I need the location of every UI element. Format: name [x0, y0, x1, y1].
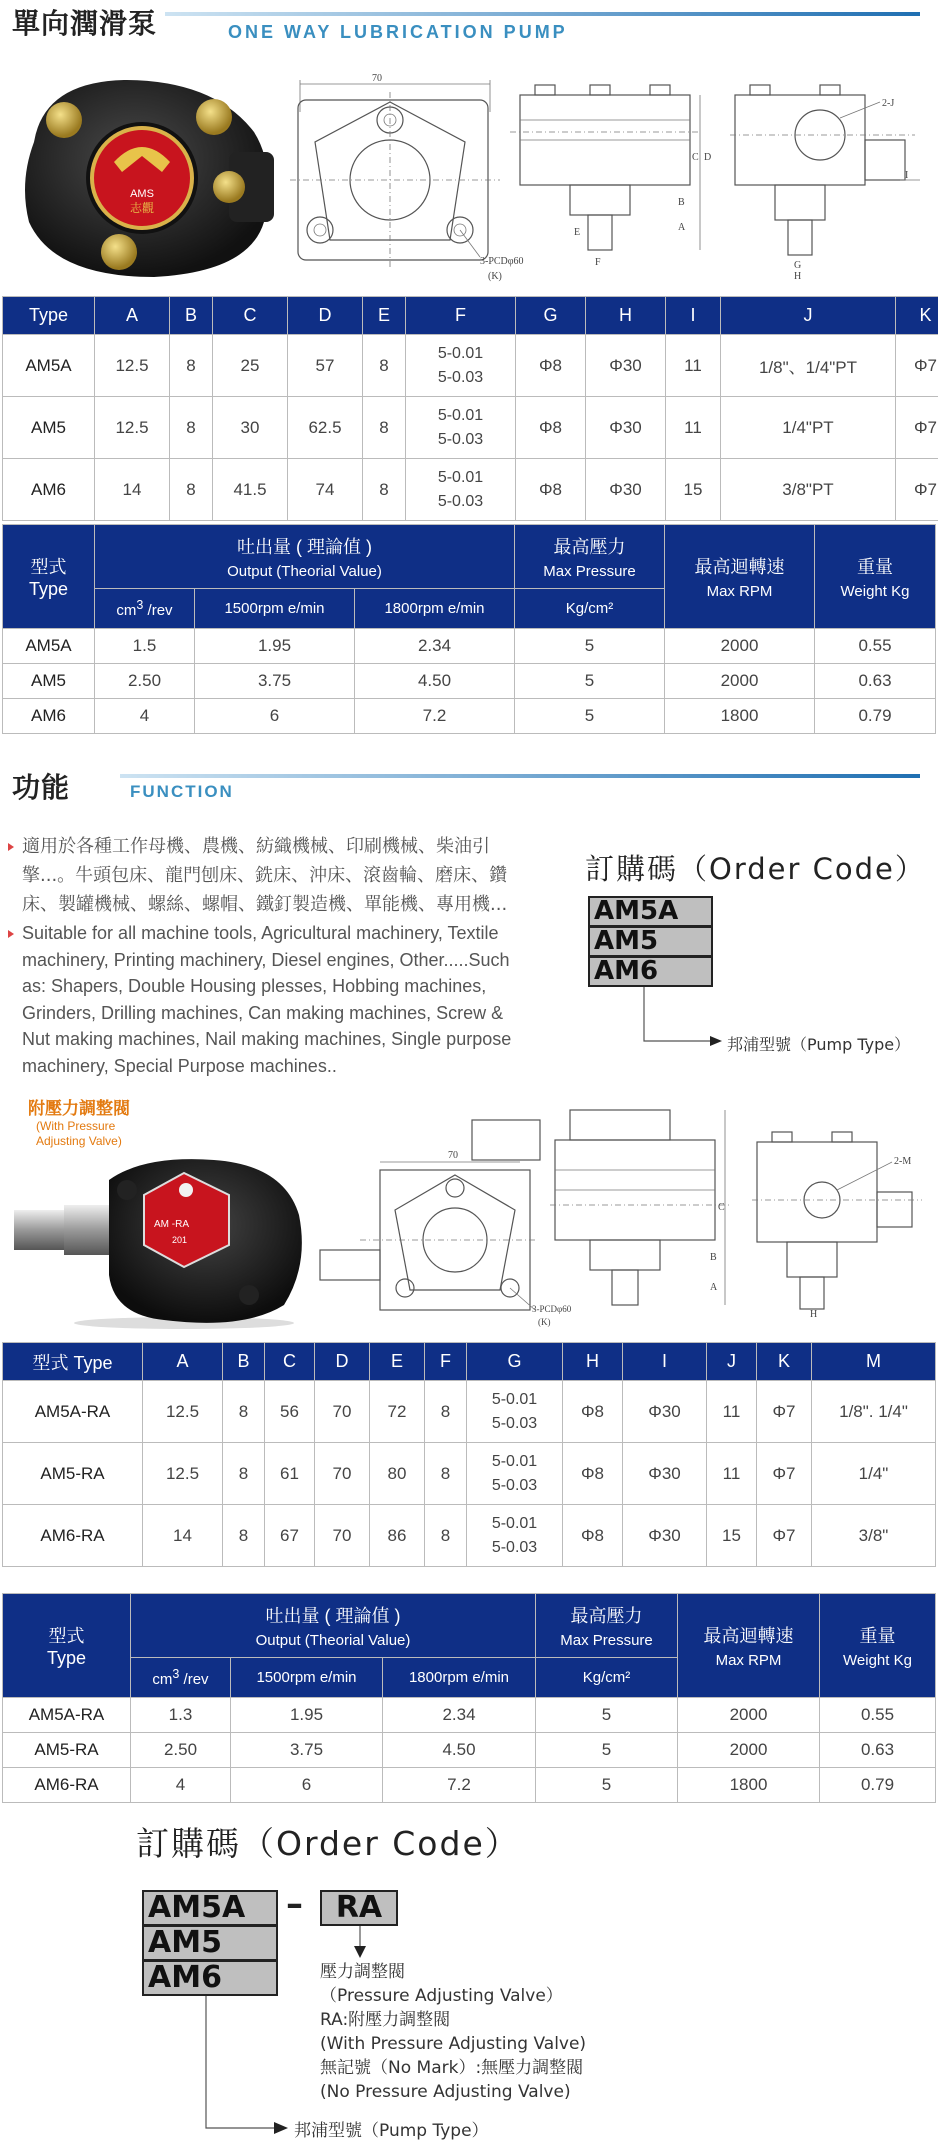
table-cell: 5 [536, 1768, 678, 1803]
table-header-row [3, 525, 936, 589]
function-line: as: Shapers, Double Housing plesses, Hobbing machines, [22, 976, 487, 996]
table-cell: 1800 [665, 699, 815, 734]
table-cell: 8 [170, 459, 213, 521]
tol-upper: 5-0.01 [491, 1390, 538, 1408]
order-code-am5a-2: AM5A [142, 1890, 278, 1926]
table-cell: 7.2 [355, 699, 515, 734]
function-text-zh [22, 832, 542, 919]
rpm-header [665, 525, 815, 629]
table-cell: 0.55 [815, 629, 936, 664]
table-cell: 8 [170, 335, 213, 397]
drawing-ra-front-view [320, 1110, 572, 1330]
sub-header-1500: 1500rpm e/min [195, 589, 355, 629]
ra-label-en [36, 1119, 122, 1149]
pump-ra-logo-num: 201 [172, 1235, 188, 1245]
drawing-front-view [290, 72, 524, 282]
valve-note-line: 壓力調整閥 [320, 1962, 405, 1982]
valve-note-line: (With Pressure Adjusting Valve) [320, 2034, 587, 2054]
table-cell: Φ30 [623, 1505, 707, 1567]
sub-header-kg: Kg/cm² [515, 589, 665, 629]
tol-upper: 5-0.01 [491, 1514, 538, 1532]
table-row [3, 397, 938, 459]
table-cell-tolerance [467, 1443, 563, 1505]
table-cell: 25 [213, 335, 288, 397]
table-row [3, 459, 938, 521]
table-cell: AM6 [3, 699, 95, 734]
valve-note-line: （Pressure Adjusting Valve） [320, 1986, 563, 2006]
table-row [3, 1505, 936, 1567]
col-header: F [425, 1343, 467, 1381]
unit-cm: cm [116, 602, 137, 619]
col-header: H [586, 297, 666, 335]
type-header [3, 525, 95, 629]
pump-type-label-2: 邦浦型號（Pump Type） [294, 2121, 489, 2141]
table-cell: 8 [223, 1381, 265, 1443]
table-cell: 12.5 [95, 335, 170, 397]
table-cell: 2.50 [131, 1733, 231, 1768]
function-line: Nut making machines, Nail making machines, Single purpose [22, 1029, 512, 1049]
section-header-function [0, 766, 938, 806]
drawing-label-f: F [595, 257, 601, 268]
type-header-en: Type [46, 1648, 87, 1668]
pressure-header-zh: 最高壓力 [570, 1606, 643, 1626]
section-title-zh: 單向潤滑泵 [12, 7, 158, 40]
output-header-en: Output (Theorial Value) [255, 1632, 411, 1649]
table-cell: Φ7 [757, 1443, 812, 1505]
table-cell: 11 [707, 1443, 757, 1505]
order-code-ra: RA [320, 1890, 398, 1926]
table-cell: 3/8" [812, 1505, 936, 1567]
tol-lower: 5-0.03 [491, 1538, 538, 1556]
table-cell: AM5-RA [3, 1733, 131, 1768]
table-cell: 41.5 [213, 459, 288, 521]
col-header: C [213, 297, 288, 335]
table-cell: Φ30 [623, 1381, 707, 1443]
table-cell: 80 [370, 1443, 425, 1505]
table-cell: 72 [370, 1381, 425, 1443]
drawing-side-view [510, 80, 710, 280]
table-cell: Φ7 [757, 1381, 812, 1443]
table-cell: 14 [95, 459, 170, 521]
col-header: J [707, 1343, 757, 1381]
ra-label-zh: 附壓力調整閥 [28, 1099, 130, 1119]
table-cell: 4.50 [383, 1733, 536, 1768]
table-cell: Φ7 [896, 335, 938, 397]
table-cell: 5 [536, 1733, 678, 1768]
table-cell: 0.63 [815, 664, 936, 699]
table-cell: 8 [363, 459, 406, 521]
col-header: M [812, 1343, 936, 1381]
table-cell: 1.3 [131, 1698, 231, 1733]
tol-lower: 5-0.03 [491, 1476, 538, 1494]
table-cell: 86 [370, 1505, 425, 1567]
output-header-en: Output (Theorial Value) [227, 563, 382, 580]
table-cell: 3.75 [231, 1733, 383, 1768]
pump-ra-image [14, 1155, 314, 1330]
order-code-pump-arrow [198, 1996, 298, 2136]
table-cell: 4 [95, 699, 195, 734]
pressure-header-en: Max Pressure [543, 563, 636, 580]
function-line: machinery, Printing machinery, Diesel engines, Other.....Such [22, 949, 510, 970]
table-cell: Φ8 [563, 1381, 623, 1443]
rpm-header-zh: 最高迴轉速 [703, 1626, 794, 1646]
unit-sup: 3 [136, 598, 144, 612]
col-header: I [623, 1343, 707, 1381]
table-cell: Φ7 [896, 397, 938, 459]
drawing-end-view [730, 80, 930, 280]
table-cell: AM5 [3, 397, 95, 459]
col-header: E [363, 297, 406, 335]
rpm-header [678, 1594, 820, 1698]
drawing-label-g: G [794, 260, 802, 271]
table-cell-tolerance [467, 1505, 563, 1567]
output-header-zh: 吐出量 ( 理論值 ) [265, 1606, 401, 1626]
weight-header [820, 1594, 936, 1698]
col-header: G [516, 297, 586, 335]
col-header: B [223, 1343, 265, 1381]
type-header-zh: 型式 [48, 1626, 85, 1646]
table-cell: 8 [223, 1505, 265, 1567]
pump-logo-brand: AMS [130, 188, 154, 200]
tol-lower: 5-0.03 [437, 430, 484, 448]
table-cell-tolerance [406, 397, 516, 459]
drawing-ra-label-a: A [710, 1282, 718, 1293]
table-cell: AM5A-RA [3, 1381, 143, 1443]
col-header: K [896, 297, 938, 335]
table-cell: 4 [131, 1768, 231, 1803]
ra-label-en-line2: Adjusting Valve) [36, 1134, 122, 1148]
table-cell: 12.5 [95, 397, 170, 459]
order-code-am5a: AM5A [588, 896, 713, 927]
weight-header [815, 525, 936, 629]
sub-header-cm [95, 589, 195, 629]
pressure-header [515, 525, 665, 589]
performance-table-am-ra [2, 1593, 936, 1803]
section-title-zh: 功能 [12, 771, 71, 804]
table-cell: 12.5 [143, 1443, 223, 1505]
tol-lower: 5-0.03 [491, 1414, 538, 1432]
table-header-row [3, 1343, 936, 1381]
pump-type-label: 邦浦型號（Pump Type） [727, 1035, 911, 1054]
table-cell: 8 [425, 1381, 467, 1443]
table-cell: 70 [315, 1443, 370, 1505]
unit-rev: /rev [179, 1671, 209, 1688]
section-divider [120, 774, 920, 778]
weight-header-zh: 重量 [859, 1626, 896, 1646]
weight-header-en: Weight Kg [840, 583, 910, 600]
order-code-am5-2: AM5 [142, 1925, 278, 1961]
table-cell: 67 [265, 1505, 315, 1567]
type-header [3, 1594, 131, 1698]
table-cell: 2000 [678, 1733, 820, 1768]
drawing-k-label: (K) [488, 271, 502, 282]
drawing-label-i: I [905, 170, 909, 181]
table-header-row [3, 297, 938, 335]
table-cell: Φ30 [586, 459, 666, 521]
rpm-header-en: Max RPM [715, 1652, 782, 1669]
tol-lower: 5-0.03 [437, 492, 484, 510]
table-cell: 5 [515, 699, 665, 734]
table-cell: AM6-RA [3, 1768, 131, 1803]
table-row [3, 1443, 936, 1505]
table-cell: 1/8". 1/4" [812, 1381, 936, 1443]
tol-lower: 5-0.03 [437, 368, 484, 386]
drawing-label-h: H [794, 271, 802, 282]
table-cell-tolerance [406, 459, 516, 521]
pump-image [14, 72, 276, 282]
weight-header-en: Weight Kg [843, 1652, 912, 1669]
section-divider [165, 12, 920, 16]
tol-upper: 5-0.01 [437, 406, 484, 424]
section-title-en: FUNCTION [130, 782, 234, 801]
table-cell: 0.63 [820, 1733, 936, 1768]
col-header: J [721, 297, 896, 335]
table-cell: Φ8 [516, 397, 586, 459]
table-cell: 1.5 [95, 629, 195, 664]
table-cell: 1800 [678, 1768, 820, 1803]
table-cell: 8 [363, 335, 406, 397]
table-cell: 8 [170, 397, 213, 459]
table-cell: 2.50 [95, 664, 195, 699]
order-code-am5: AM5 [588, 926, 713, 957]
table-cell-tolerance [406, 335, 516, 397]
pressure-header-en: Max Pressure [560, 1632, 653, 1649]
unit-cm: cm [152, 1671, 173, 1688]
table-row [3, 1381, 936, 1443]
table-cell: Φ7 [896, 459, 938, 521]
col-header: A [143, 1343, 223, 1381]
drawing-ra-label-c: C [718, 1202, 725, 1213]
table-cell: 2000 [665, 664, 815, 699]
pressure-header [536, 1594, 678, 1658]
function-line: Grinders, Drilling machines, Can making machines, Screw & [22, 1002, 504, 1023]
table-cell: 8 [425, 1443, 467, 1505]
table-cell: AM5 [3, 664, 95, 699]
sub-header-1800: 1800rpm e/min [383, 1658, 536, 1698]
table-row [3, 1733, 936, 1768]
table-cell: 11 [666, 397, 721, 459]
table-cell: 2000 [665, 629, 815, 664]
order-code-dash: – [286, 1884, 303, 1924]
table-cell: 5 [536, 1698, 678, 1733]
table-cell: 70 [315, 1381, 370, 1443]
col-header: C [265, 1343, 315, 1381]
order-code-am6: AM6 [588, 956, 713, 987]
drawing-ra-label-b: B [710, 1252, 717, 1263]
drawing-dim-70: 70 [372, 73, 382, 84]
unit-rev: /rev [143, 602, 173, 619]
table-cell: 11 [666, 335, 721, 397]
table-cell: Φ8 [563, 1505, 623, 1567]
order-code-title-2: 訂購碼（Order Code） [136, 1824, 520, 1863]
valve-notes [320, 1960, 586, 2104]
table-cell: Φ30 [623, 1443, 707, 1505]
table-row [3, 629, 936, 664]
table-cell: 0.79 [820, 1768, 936, 1803]
col-header: K [757, 1343, 812, 1381]
table-cell: 8 [223, 1443, 265, 1505]
table-cell: Φ8 [516, 459, 586, 521]
drawing-label-d: D [704, 152, 712, 163]
col-header: D [288, 297, 363, 335]
section-title-en: ONE WAY LUBRICATION PUMP [228, 22, 568, 42]
drawing-ra-dim-70: 70 [448, 1150, 458, 1161]
table-cell: 5 [515, 664, 665, 699]
table-cell: 5 [515, 629, 665, 664]
table-cell: 6 [195, 699, 355, 734]
table-cell: 15 [707, 1505, 757, 1567]
table-cell: 62.5 [288, 397, 363, 459]
table-cell: 0.79 [815, 699, 936, 734]
valve-note-line: (No Pressure Adjusting Valve) [320, 2082, 571, 2102]
output-header [131, 1594, 536, 1658]
table-cell: Φ30 [586, 397, 666, 459]
unit-sup: 3 [172, 1667, 180, 1681]
col-header: H [563, 1343, 623, 1381]
table-cell: 8 [425, 1505, 467, 1567]
pump-ra-logo-brand: AM -RA [154, 1219, 189, 1230]
table-cell: AM5-RA [3, 1443, 143, 1505]
order-code-title: 訂購碼（Order Code） [585, 852, 926, 886]
table-cell: 74 [288, 459, 363, 521]
type-header-en: Type [28, 579, 69, 599]
drawing-ra-pcd: 3-PCDφ60 [532, 1304, 572, 1314]
bullet-icon [8, 930, 14, 938]
function-text-en [22, 920, 552, 1079]
drawing-ra-end-view [752, 1112, 932, 1322]
tol-upper: 5-0.01 [491, 1452, 538, 1470]
table-cell: 2.34 [383, 1698, 536, 1733]
col-header: A [95, 297, 170, 335]
table-cell: Φ8 [516, 335, 586, 397]
order-code-am6-2: AM6 [142, 1960, 278, 1996]
table-row [3, 1698, 936, 1733]
drawing-ra-label-h: H [810, 1309, 818, 1320]
table-cell: AM5A [3, 629, 95, 664]
table-cell: 1.95 [195, 629, 355, 664]
table-cell: 15 [666, 459, 721, 521]
table-row [3, 699, 936, 734]
sub-header-kg: Kg/cm² [536, 1658, 678, 1698]
col-header: D [315, 1343, 370, 1381]
col-header: F [406, 297, 516, 335]
table-cell: 7.2 [383, 1768, 536, 1803]
table-cell: 11 [707, 1381, 757, 1443]
table-cell: 57 [288, 335, 363, 397]
table-cell: 70 [315, 1505, 370, 1567]
table-row [3, 335, 938, 397]
table-cell: AM6 [3, 459, 95, 521]
drawing-label-e: E [574, 227, 581, 238]
table-cell: 61 [265, 1443, 315, 1505]
tol-upper: 5-0.01 [437, 344, 484, 362]
drawing-ra-m: 2-M [894, 1156, 912, 1167]
table-row [3, 664, 936, 699]
table-cell: 8 [363, 397, 406, 459]
rpm-header-zh: 最高迴轉速 [694, 557, 785, 577]
drawing-pcd-label: 3-PCDφ60 [480, 256, 524, 267]
table-cell: 1/8"、1/4"PT [721, 335, 896, 397]
ra-label-en-line1: (With Pressure [36, 1119, 116, 1133]
pressure-header-zh: 最高壓力 [553, 537, 626, 557]
col-header: I [666, 297, 721, 335]
table-cell: 14 [143, 1505, 223, 1567]
table-row [3, 1768, 936, 1803]
table-cell: 3/8"PT [721, 459, 896, 521]
table-cell: 0.55 [820, 1698, 936, 1733]
col-header: 型式 Type [3, 1343, 143, 1381]
dimension-table-am [2, 296, 938, 521]
drawing-label-a: A [678, 222, 686, 233]
dimension-table-am-ra [2, 1342, 936, 1567]
table-cell: AM6-RA [3, 1505, 143, 1567]
table-header-row [3, 1594, 936, 1658]
drawing-j-label: 2-J [882, 98, 895, 109]
function-line: machinery, Special Purpose machines.. [22, 1055, 337, 1076]
table-cell: Φ30 [586, 335, 666, 397]
table-cell-tolerance [467, 1381, 563, 1443]
rpm-header-en: Max RPM [706, 583, 773, 600]
table-cell: Φ8 [563, 1443, 623, 1505]
weight-header-zh: 重量 [857, 557, 893, 577]
tol-upper: 5-0.01 [437, 468, 484, 486]
table-cell: 4.50 [355, 664, 515, 699]
function-line: 適用於各種工作母機、農機、紡織機械、印刷機械、柴油引 [22, 836, 490, 857]
bullet-icon [8, 843, 14, 851]
table-cell: 2.34 [355, 629, 515, 664]
col-header: G [467, 1343, 563, 1381]
table-cell: 3.75 [195, 664, 355, 699]
order-code-arrow [640, 987, 730, 1047]
output-header [95, 525, 515, 589]
col-header: B [170, 297, 213, 335]
type-header-zh: 型式 [30, 557, 67, 577]
drawing-label-c: C [692, 152, 699, 163]
drawing-label-b: B [678, 197, 685, 208]
table-cell: 1.95 [231, 1698, 383, 1733]
function-line: Suitable for all machine tools, Agricultural machinery, Textile [22, 923, 499, 943]
performance-table-am [2, 524, 936, 734]
function-line: 床、製罐機械、螺絲、螺帽、鐵釘製造機、單能機、專用機... [22, 894, 508, 915]
table-cell: 1/4" [812, 1443, 936, 1505]
col-header: Type [3, 297, 95, 335]
table-cell: AM5A [3, 335, 95, 397]
table-cell: 12.5 [143, 1381, 223, 1443]
pump-logo-brand-zh: 志觀 [129, 201, 155, 215]
table-cell: 30 [213, 397, 288, 459]
output-header-zh: 吐出量 ( 理論值 ) [237, 537, 372, 557]
table-cell: 6 [231, 1768, 383, 1803]
table-cell: Φ7 [757, 1505, 812, 1567]
section-header-pump [0, 0, 938, 40]
table-cell: AM5A-RA [3, 1698, 131, 1733]
col-header: E [370, 1343, 425, 1381]
sub-header-1800: 1800rpm e/min [355, 589, 515, 629]
sub-header-1500: 1500rpm e/min [231, 1658, 383, 1698]
sub-header-cm [131, 1658, 231, 1698]
table-cell: 1/4"PT [721, 397, 896, 459]
valve-note-line: RA:附壓力調整閥 [320, 2010, 451, 2030]
drawing-ra-k: (K) [538, 1317, 551, 1327]
valve-note-line: 無記號（No Mark）:無壓力調整閥 [320, 2058, 584, 2078]
function-line: 擎...。牛頭包床、龍門刨床、銑床、沖床、滾齒輪、磨床、鑽 [22, 865, 508, 886]
drawing-ra-side-view [550, 1110, 740, 1320]
table-cell: 2000 [678, 1698, 820, 1733]
table-cell: 56 [265, 1381, 315, 1443]
order-code-ra-arrow [352, 1926, 372, 1962]
